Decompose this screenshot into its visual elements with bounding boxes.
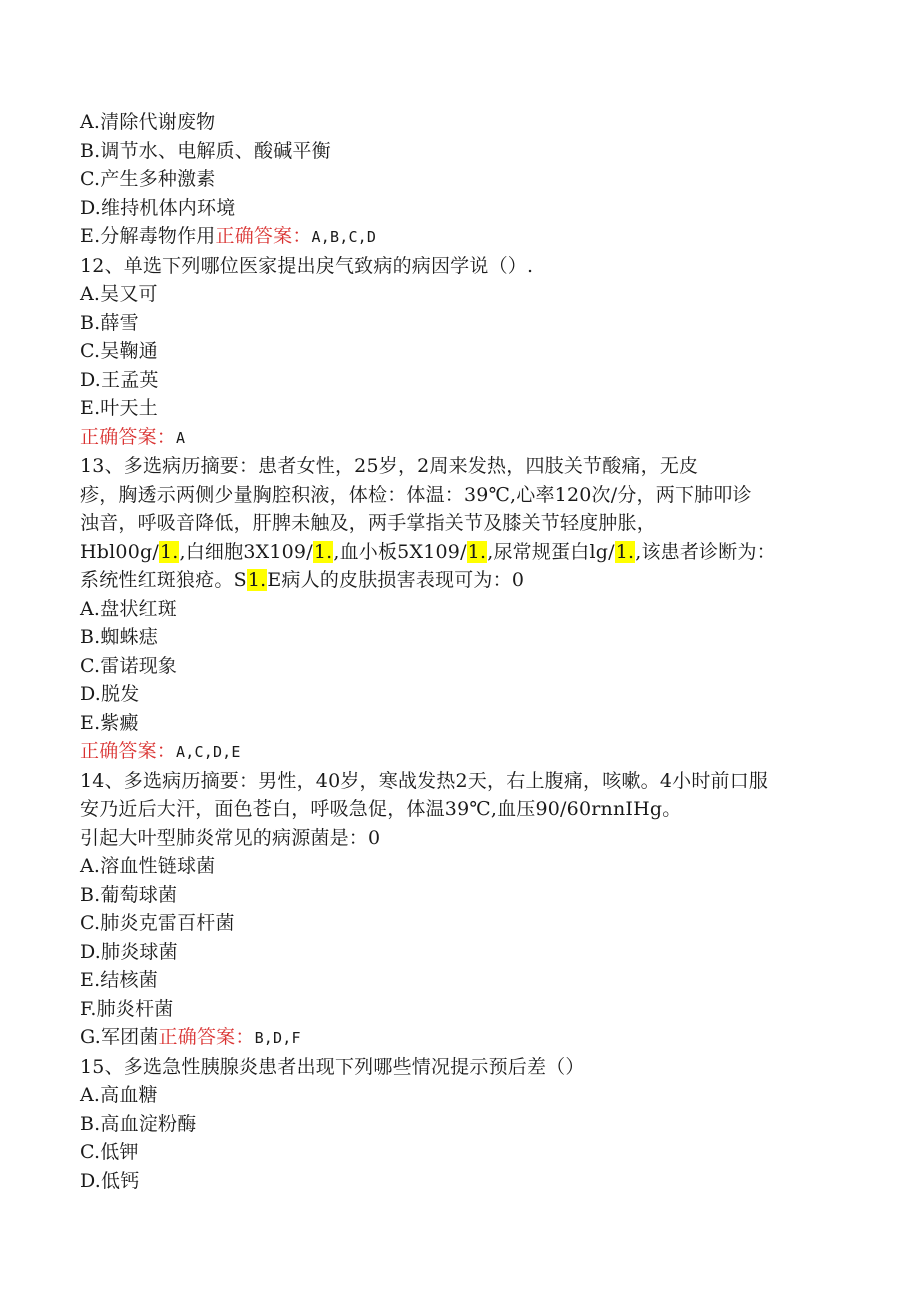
option-b: B.调节水、电解质、酸碱平衡	[80, 139, 331, 162]
option-g: G.军团菌	[80, 1026, 159, 1048]
option-e: E.叶天土	[80, 397, 158, 419]
option-d: D.脱发	[80, 683, 140, 705]
option-b: B.高血淀粉酶	[80, 1112, 197, 1135]
document-page	[80, 108, 840, 1195]
option-a: A.盘状红斑	[80, 597, 177, 620]
option-d: D.维持机体内环境	[80, 196, 236, 219]
answer-value: B,D,F	[254, 1029, 301, 1047]
answer-label: 正确答案：	[80, 740, 177, 762]
question-13-stem-line-5	[80, 566, 840, 595]
question-14-stem-line-2: 安乃近后大汗，面色苍白，呼吸急促，体温39℃,血压90/60rnnIHg。	[80, 798, 682, 820]
stem-text: 系统性红斑狼疮。S	[80, 569, 247, 591]
answer-value: A,C,D,E	[176, 743, 241, 761]
option-d: D.低钙	[80, 1169, 140, 1192]
option-b: B.蜘蛛痣	[80, 626, 159, 648]
question-13-stem-line-3: 浊音，呼吸音降低，肝脾未触及，两手掌指关节及膝关节轻度肿胀，	[80, 512, 657, 534]
highlight-mark: 1.	[615, 540, 635, 563]
option-f: F.肺炎杆菌	[80, 997, 174, 1020]
question-13-stem-line-4	[80, 538, 840, 567]
option-b: B.葡萄球菌	[80, 883, 178, 906]
option-c: C.雷诺现象	[80, 654, 178, 677]
option-c: C.低钾	[80, 1141, 139, 1163]
question-15-stem: 15、多选急性胰腺炎患者出现下列哪些情况提示预后差（）	[80, 1055, 585, 1078]
option-b: B.薛雪	[80, 311, 139, 334]
highlight-mark: 1.	[467, 540, 487, 563]
question-12-stem: 12、单选下列哪位医家提出戾气致病的病因学说（）.	[80, 254, 534, 277]
answer-label: 正确答案：	[80, 425, 177, 448]
stem-text: ,尿常规蛋白lg/	[487, 540, 615, 563]
option-c: C.吴鞠通	[80, 340, 158, 362]
option-a: A.吴又可	[80, 283, 158, 305]
highlight-mark: 1.	[159, 540, 179, 563]
stem-text: ,该患者诊断为：	[635, 540, 776, 563]
option-a: A.高血糖	[80, 1084, 158, 1106]
answer-label: 正确答案：	[158, 1026, 255, 1048]
stem-text: E病人的皮肤损害表现可为：0	[267, 569, 525, 591]
question-13-stem-line-1: 13、多选病历摘要：患者女性，25岁，2周来发热，四肢关节酸痛，无皮	[80, 455, 699, 477]
highlight-mark: 1.	[247, 569, 267, 591]
answer-value: A	[176, 428, 186, 447]
answer-line	[80, 737, 840, 767]
option-c: C.产生多种激素	[80, 168, 216, 190]
question-13-stem-line-2: 疹，胸透示两侧少量胸腔积液，体检：体温：39℃,心率120次/分，两下肺叩诊	[80, 483, 752, 506]
option-c: C.肺炎克雷百杆菌	[80, 912, 235, 934]
stem-text: Hbl00g/	[80, 540, 159, 563]
answer-line	[80, 423, 840, 453]
option-a: A.清除代谢废物	[80, 111, 216, 133]
answer-label: 正确答案：	[215, 225, 312, 247]
option-a: A.溶血性链球菌	[80, 855, 216, 877]
option-e: E.紫癜	[80, 711, 139, 734]
option-e-with-answer	[80, 222, 840, 252]
option-g-with-answer	[80, 1023, 840, 1053]
option-d: D.王孟英	[80, 368, 159, 391]
option-e: E.分解毒物作用	[80, 225, 216, 247]
highlight-mark: 1.	[313, 540, 333, 563]
stem-text: ,血小板5X109/	[333, 540, 467, 563]
option-e: E.结核菌	[80, 969, 158, 991]
option-d: D.肺炎球菌	[80, 940, 178, 963]
question-14-stem-line-3: 引起大叶型肺炎常见的病源菌是：0	[80, 826, 381, 849]
stem-text: ,白细胞3X109/	[179, 540, 313, 563]
question-14-stem-line-1: 14、多选病历摘要：男性，40岁，寒战发热2天，右上腹痛，咳嗽。4小时前口服	[80, 769, 769, 792]
answer-value: A,B,C,D	[311, 228, 377, 246]
